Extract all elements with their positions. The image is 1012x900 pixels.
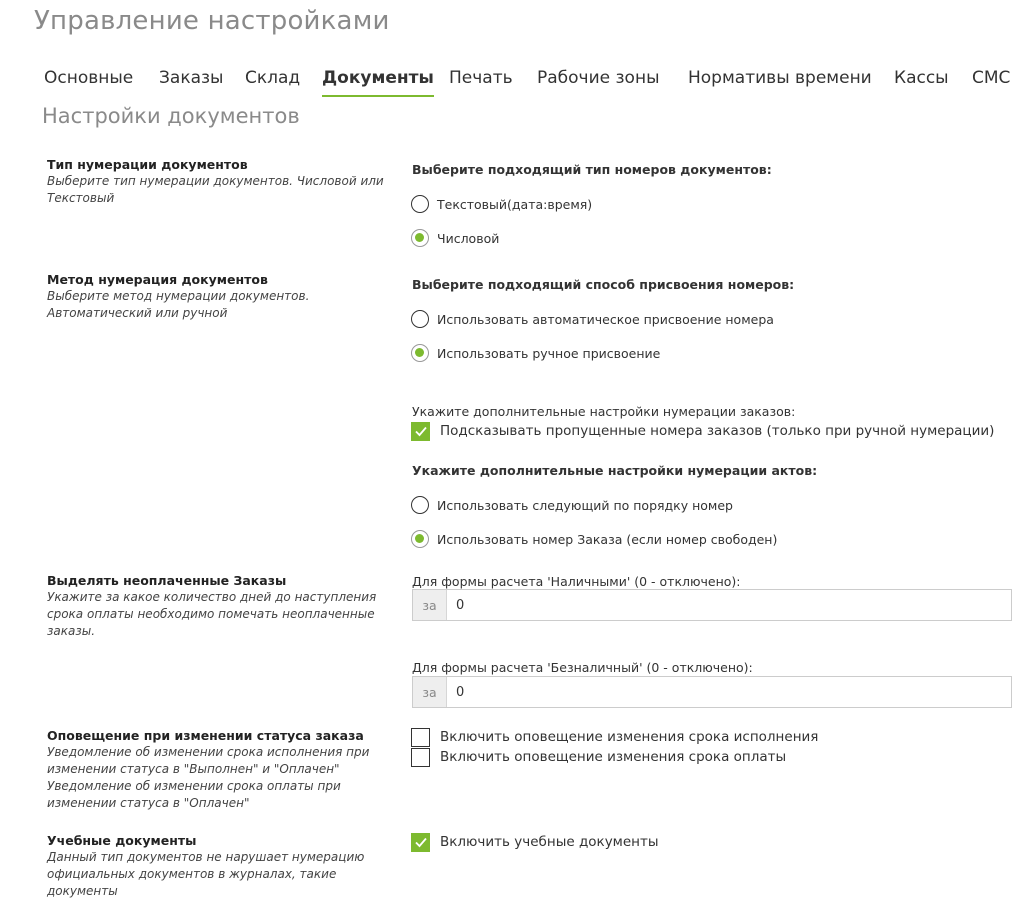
status-notify-title: Оповещение при изменении статуса заказа [47,728,364,743]
checkbox-notify-payment-term[interactable] [411,746,786,768]
radio-numeric-numbering-label: Числовой [437,230,500,246]
tab-documents[interactable]: Документы [322,68,434,97]
cash-days-addon: за [413,590,447,620]
numbering-method-label [47,272,397,322]
checkbox-training-docs-box[interactable] [411,833,430,852]
tab-cash-desks[interactable]: Кассы [894,68,949,88]
radio-order-number-label: Использовать номер Заказа (если номер свободен) [437,531,778,547]
radio-next-number-indicator[interactable] [411,496,429,514]
numbering-type-prompt: Выберите подходящий тип номеров документов: [412,162,772,177]
checkbox-notify-execution-term-box[interactable] [411,728,430,747]
checkbox-notify-payment-term-label: Включить оповещение изменения срока оплаты [440,749,787,765]
highlight-unpaid-label [47,573,397,640]
radio-text-numbering-indicator[interactable] [411,195,429,213]
checkbox-suggest-missing-numbers-box[interactable] [411,422,430,441]
radio-numeric-numbering-indicator[interactable] [411,229,429,247]
checkbox-notify-execution-term[interactable] [411,726,818,748]
tab-time-norms[interactable]: Нормативы времени [688,68,872,88]
radio-order-number[interactable] [411,528,777,550]
cash-days-input[interactable] [447,590,1011,620]
noncash-days-input-group [412,676,1012,708]
checkbox-training-docs[interactable] [411,831,659,853]
checkbox-notify-execution-term-label: Включить оповещение изменения срока исполнения [440,729,819,745]
radio-order-number-indicator[interactable] [411,530,429,548]
tab-print[interactable]: Печать [449,68,513,88]
radio-auto-assign-label: Использовать автоматическое присвоение номера [437,311,774,327]
page-title: Управление настройками [34,6,390,36]
highlight-unpaid-title: Выделять неоплаченные Заказы [47,573,287,588]
numbering-method-prompt: Выберите подходящий способ присвоения номеров: [412,277,795,292]
noncash-days-addon: за [413,677,447,707]
training-docs-title: Учебные документы [47,833,197,848]
check-icon [414,424,428,438]
settings-tabs [0,64,1011,100]
checkbox-suggest-missing-numbers-label: Подсказывать пропущенные номера заказов (только при ручной нумерации) [440,423,995,439]
tab-sms[interactable]: СМС [972,68,1011,88]
acts-prompt: Укажите дополнительные настройки нумерации актов: [412,463,818,478]
checkbox-suggest-missing-numbers[interactable] [411,420,994,442]
tab-orders[interactable]: Заказы [159,68,224,88]
cash-days-input-group [412,589,1012,621]
noncash-days-input[interactable] [447,677,1011,707]
numbering-method-description: Выберите метод нумерации документов. Автоматический или ручной [47,289,310,320]
noncash-days-label: Для формы расчета 'Безналичный' (0 - отключено): [412,660,753,675]
radio-manual-assign-indicator[interactable] [411,344,429,362]
cash-days-label: Для формы расчета 'Наличными' (0 - отключено): [412,574,741,589]
training-docs-description: Данный тип документов не нарушает нумерацию официальных документов в журналах, такие документы [47,850,365,898]
check-icon [414,835,428,849]
status-notify-description-1: Уведомление об изменении срока исполнения при изменении статуса в "Выполнен" и "Оплачен" [47,745,370,776]
radio-next-number-label: Использовать следующий по порядку номер [437,497,733,513]
tab-warehouse[interactable]: Склад [245,68,301,88]
numbering-type-description: Выберите тип нумерации документов. Числовой или Текстовый [47,174,384,205]
numbering-type-label [47,157,397,207]
radio-text-numbering-label: Текстовый(дата:время) [437,196,593,212]
status-notify-label [47,728,397,812]
radio-auto-assign-indicator[interactable] [411,310,429,328]
tab-work-zones[interactable]: Рабочие зоны [537,68,660,88]
orders-extra-prompt: Укажите дополнительные настройки нумерации заказов: [412,404,796,419]
checkbox-training-docs-label: Включить учебные документы [440,834,659,850]
tab-main[interactable]: Основные [44,68,134,88]
training-docs-label [47,833,397,900]
status-notify-description-2: Уведомление об изменении срока оплаты при изменении статуса в "Оплачен" [47,779,341,810]
numbering-method-title: Метод нумерация документов [47,272,268,287]
radio-text-numbering[interactable] [411,193,592,215]
radio-numeric-numbering[interactable] [411,227,499,249]
numbering-type-title: Тип нумерации документов [47,157,248,172]
radio-auto-assign[interactable] [411,308,774,330]
checkbox-notify-payment-term-box[interactable] [411,748,430,767]
highlight-unpaid-description: Укажите за какое количество дней до наступления срока оплаты необходимо помечать неоплаченные заказы. [47,590,377,638]
radio-manual-assign[interactable] [411,342,660,364]
section-title: Настройки документов [42,104,300,128]
radio-manual-assign-label: Использовать ручное присвоение [437,345,661,361]
radio-next-number[interactable] [411,494,733,516]
